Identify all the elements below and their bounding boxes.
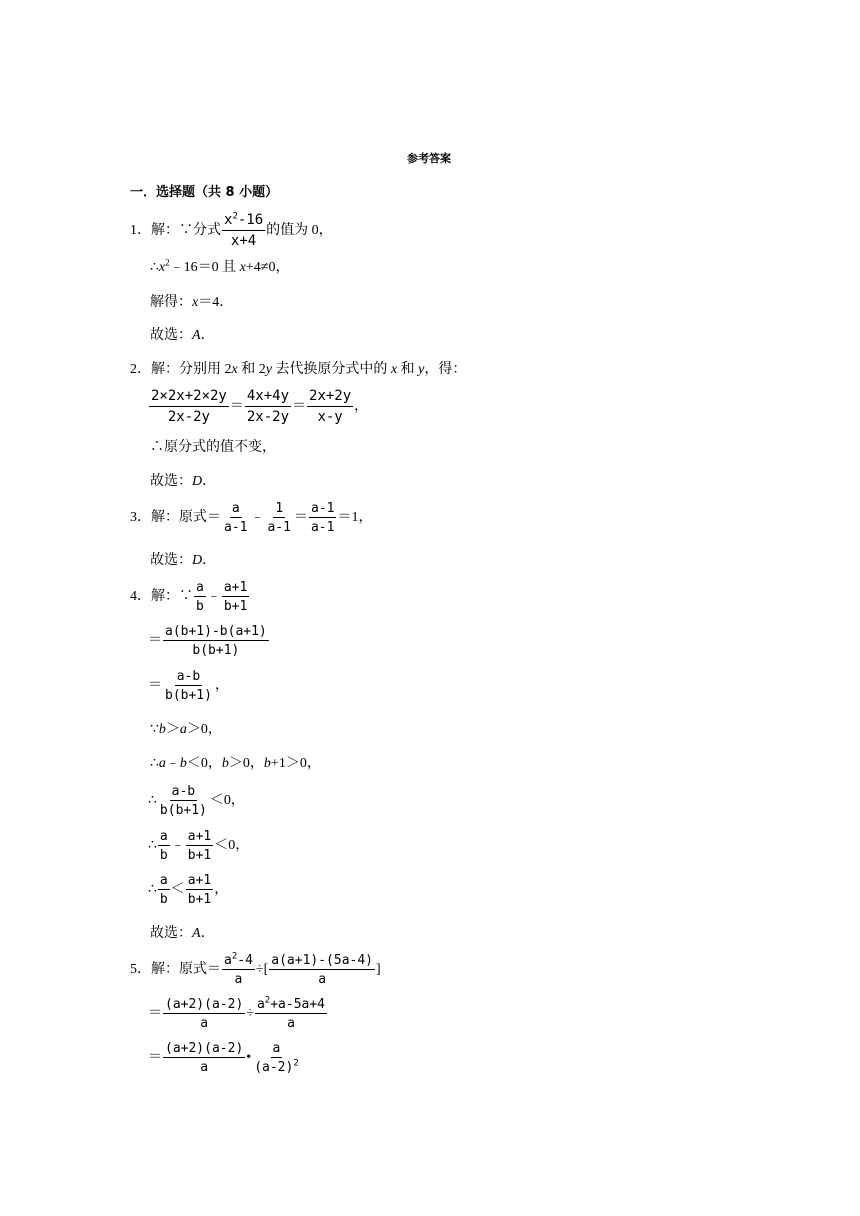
den-base: (a-2) — [254, 1060, 294, 1075]
therefore-symbol: ∴ — [150, 260, 159, 275]
equals: ＝ — [292, 399, 307, 415]
q1-answer — [150, 327, 215, 345]
den-exp: 2 — [293, 1058, 299, 1069]
num-var: a — [256, 997, 265, 1012]
den: a-1 — [310, 520, 335, 535]
num: a — [196, 580, 204, 595]
text: ＞0， — [186, 722, 222, 737]
q4-frac4 — [163, 669, 214, 703]
q5-line1 — [130, 953, 381, 987]
text: ＜0， — [209, 793, 245, 809]
num-exp: 2 — [264, 995, 271, 1006]
var: b — [158, 722, 166, 737]
den: b+1 — [187, 848, 212, 863]
page-title: 参考答案 — [407, 152, 451, 165]
answer-label: 故选： — [150, 926, 192, 941]
q4-frac6 — [158, 829, 170, 863]
text: ， — [354, 399, 369, 415]
den: b(b+1) — [165, 688, 212, 703]
q3-number: 3． — [130, 510, 151, 526]
text: 和 — [397, 362, 419, 377]
text: ，得： — [424, 362, 467, 377]
answer-choice: A — [192, 926, 201, 941]
text: ﹣16＝0 且 — [169, 260, 240, 275]
text: 解：原式＝ — [151, 510, 221, 526]
answer-label: 故选： — [150, 328, 192, 343]
q4-line4 — [150, 721, 222, 739]
text: 和 2 — [237, 362, 266, 377]
num: (a+2)(a-2) — [165, 997, 244, 1012]
q2-frac1 — [149, 388, 229, 426]
close-bracket: ] — [376, 962, 381, 978]
num: 1 — [275, 501, 284, 516]
q3-frac2 — [265, 501, 292, 535]
den: b(b+1) — [159, 803, 207, 818]
q5-line2 — [148, 997, 328, 1031]
text: 解：分别用 2 — [151, 362, 232, 377]
var: x — [239, 260, 246, 275]
q1-tail: 的值为 0， — [266, 223, 333, 239]
den: b — [159, 892, 168, 907]
text: ． — [200, 926, 215, 941]
var: a — [158, 756, 166, 771]
answer-label: 故选： — [150, 553, 192, 568]
num: a+1 — [223, 580, 248, 595]
q1-num-exp: 2 — [232, 211, 238, 222]
den: b — [196, 599, 204, 614]
den: a — [287, 1016, 295, 1031]
q5-frac3 — [163, 997, 245, 1031]
num: a(a+1)-(5a-4) — [271, 953, 374, 968]
q5-frac4 — [255, 997, 327, 1031]
q3-frac1 — [222, 501, 249, 535]
q4-line3 — [148, 669, 229, 703]
exp: 2 — [165, 257, 170, 268]
text: ＜0， — [186, 756, 222, 771]
text: ＞ — [165, 722, 180, 737]
var: a — [179, 722, 187, 737]
var: b — [263, 756, 271, 771]
var: x — [192, 295, 199, 310]
num: 2×2x+2×2y — [149, 388, 229, 407]
den: a — [200, 1060, 209, 1075]
num: a+1 — [187, 873, 212, 888]
q4-frac2 — [222, 580, 249, 614]
q1-line2 — [150, 259, 289, 277]
q4-frac9 — [186, 873, 213, 907]
text: 解：∵ — [151, 589, 193, 605]
equals: ＝ — [148, 633, 162, 649]
therefore-symbol: ∴ — [148, 882, 157, 898]
q5-line3 — [148, 1041, 302, 1075]
q2-line3: ∴原分式的值不变， — [150, 440, 276, 455]
therefore-symbol: ∴ — [150, 756, 159, 771]
q1-num-var: x — [224, 212, 233, 228]
num: a-b — [176, 669, 201, 684]
text: ． — [202, 553, 217, 568]
text: ． — [200, 328, 215, 343]
minus: ﹣ — [206, 589, 221, 605]
q4-line5 — [150, 755, 321, 773]
text: ＞0， — [228, 756, 264, 771]
den: b+1 — [223, 599, 248, 614]
num: a-1 — [310, 501, 335, 516]
q1-den: x+4 — [230, 233, 257, 249]
den: b+1 — [187, 892, 212, 907]
den: a — [318, 972, 327, 987]
var: b — [221, 756, 229, 771]
den: a-1 — [267, 520, 291, 535]
q1-lead: 解：∵分式 — [151, 223, 221, 239]
num: a+1 — [187, 829, 212, 844]
den: a — [234, 972, 243, 987]
q4-line1 — [130, 580, 250, 614]
text: ， — [214, 882, 229, 898]
divide: ÷ — [246, 1006, 254, 1022]
q4-line6 — [148, 784, 245, 818]
minus: ﹣ — [170, 838, 185, 854]
num: a-b — [171, 784, 196, 799]
q1-line1 — [130, 212, 333, 250]
text: +1＞0， — [270, 756, 321, 771]
text: ＝1， — [337, 510, 373, 526]
var: y — [418, 362, 425, 377]
q1-number: 1． — [130, 223, 151, 239]
q5-frac1 — [222, 953, 255, 987]
den: b — [159, 848, 168, 863]
q2-frac3 — [307, 388, 353, 426]
text: ， — [214, 678, 229, 694]
q5-frac5 — [163, 1041, 245, 1075]
equals: ＝ — [148, 1006, 162, 1022]
q3-frac3 — [309, 501, 336, 535]
num-rest: -4 — [237, 953, 253, 968]
num-exp: 2 — [231, 951, 238, 962]
text: 解：原式＝ — [151, 962, 221, 978]
answer-choice: D — [192, 553, 203, 568]
q3-line1 — [130, 501, 372, 535]
num: (a+2)(a-2) — [165, 1041, 244, 1056]
den: 2x-2y — [167, 409, 210, 425]
q4-number: 4． — [130, 589, 151, 605]
num-var: a — [224, 953, 232, 968]
num: 2x+2y — [307, 388, 353, 407]
section-heading: 一．选择题（共 8 小题） — [130, 185, 279, 200]
answer-label: 故选： — [150, 474, 192, 489]
equals: ＝ — [148, 1050, 162, 1066]
var: y — [265, 362, 272, 377]
text: +4≠0， — [245, 260, 290, 275]
var: x — [158, 260, 166, 275]
den: 2x-2y — [246, 409, 290, 425]
equals: ＝ — [148, 678, 162, 694]
den: a — [200, 1016, 209, 1031]
q4-frac3 — [163, 624, 269, 658]
less-than: ＜ — [170, 882, 185, 898]
equals: ＝ — [293, 510, 308, 526]
minus: ﹣ — [250, 510, 265, 526]
text: ＝4． — [198, 295, 234, 310]
answer-choice: A — [192, 328, 201, 343]
therefore-symbol: ∴ — [148, 793, 157, 809]
den: b(b+1) — [192, 643, 240, 658]
multiply-dot: • — [246, 1050, 252, 1066]
q5-number: 5． — [130, 962, 151, 978]
q5-frac6 — [252, 1041, 301, 1075]
q2-frac2 — [245, 388, 291, 426]
var: x — [390, 362, 398, 377]
q4-line7 — [148, 829, 249, 863]
q1-fraction — [222, 212, 265, 250]
den: a-1 — [224, 520, 248, 535]
q4-frac8 — [158, 873, 170, 907]
text: ﹣ — [165, 756, 180, 771]
text: 去代换原分式中的 — [271, 362, 391, 377]
divide-bracket: ÷[ — [255, 962, 269, 978]
text: 解得： — [150, 295, 192, 310]
q2-line1 — [130, 361, 466, 379]
because-symbol: ∵ — [150, 722, 159, 737]
var: b — [179, 756, 187, 771]
den: x-y — [317, 409, 343, 425]
q5-frac2 — [269, 953, 375, 987]
q2-number: 2． — [130, 362, 151, 377]
num: 4x+4y — [245, 388, 291, 407]
q4-frac7 — [186, 829, 213, 863]
num: a — [272, 1041, 281, 1056]
q4-frac1 — [194, 580, 206, 614]
var: x — [231, 362, 238, 377]
therefore-symbol: ∴ — [148, 838, 157, 854]
text: ＜0， — [214, 838, 250, 854]
num: a — [231, 501, 240, 516]
q2-answer — [150, 473, 216, 491]
num: a — [159, 829, 168, 844]
equals: ＝ — [229, 399, 244, 415]
answer-choice: D — [192, 474, 203, 489]
q4-frac5 — [158, 784, 209, 818]
num-rest: +a-5a+4 — [270, 997, 326, 1012]
q4-line2 — [148, 624, 270, 658]
q1-line3 — [150, 294, 233, 312]
q4-answer — [150, 925, 215, 943]
num: a(b+1)-b(a+1) — [165, 624, 267, 639]
q4-line8 — [148, 873, 228, 907]
num: a — [159, 873, 168, 888]
text: ． — [202, 474, 217, 489]
q1-num-rest: -16 — [237, 212, 264, 228]
q2-line2 — [148, 388, 368, 426]
q3-answer — [150, 552, 216, 570]
